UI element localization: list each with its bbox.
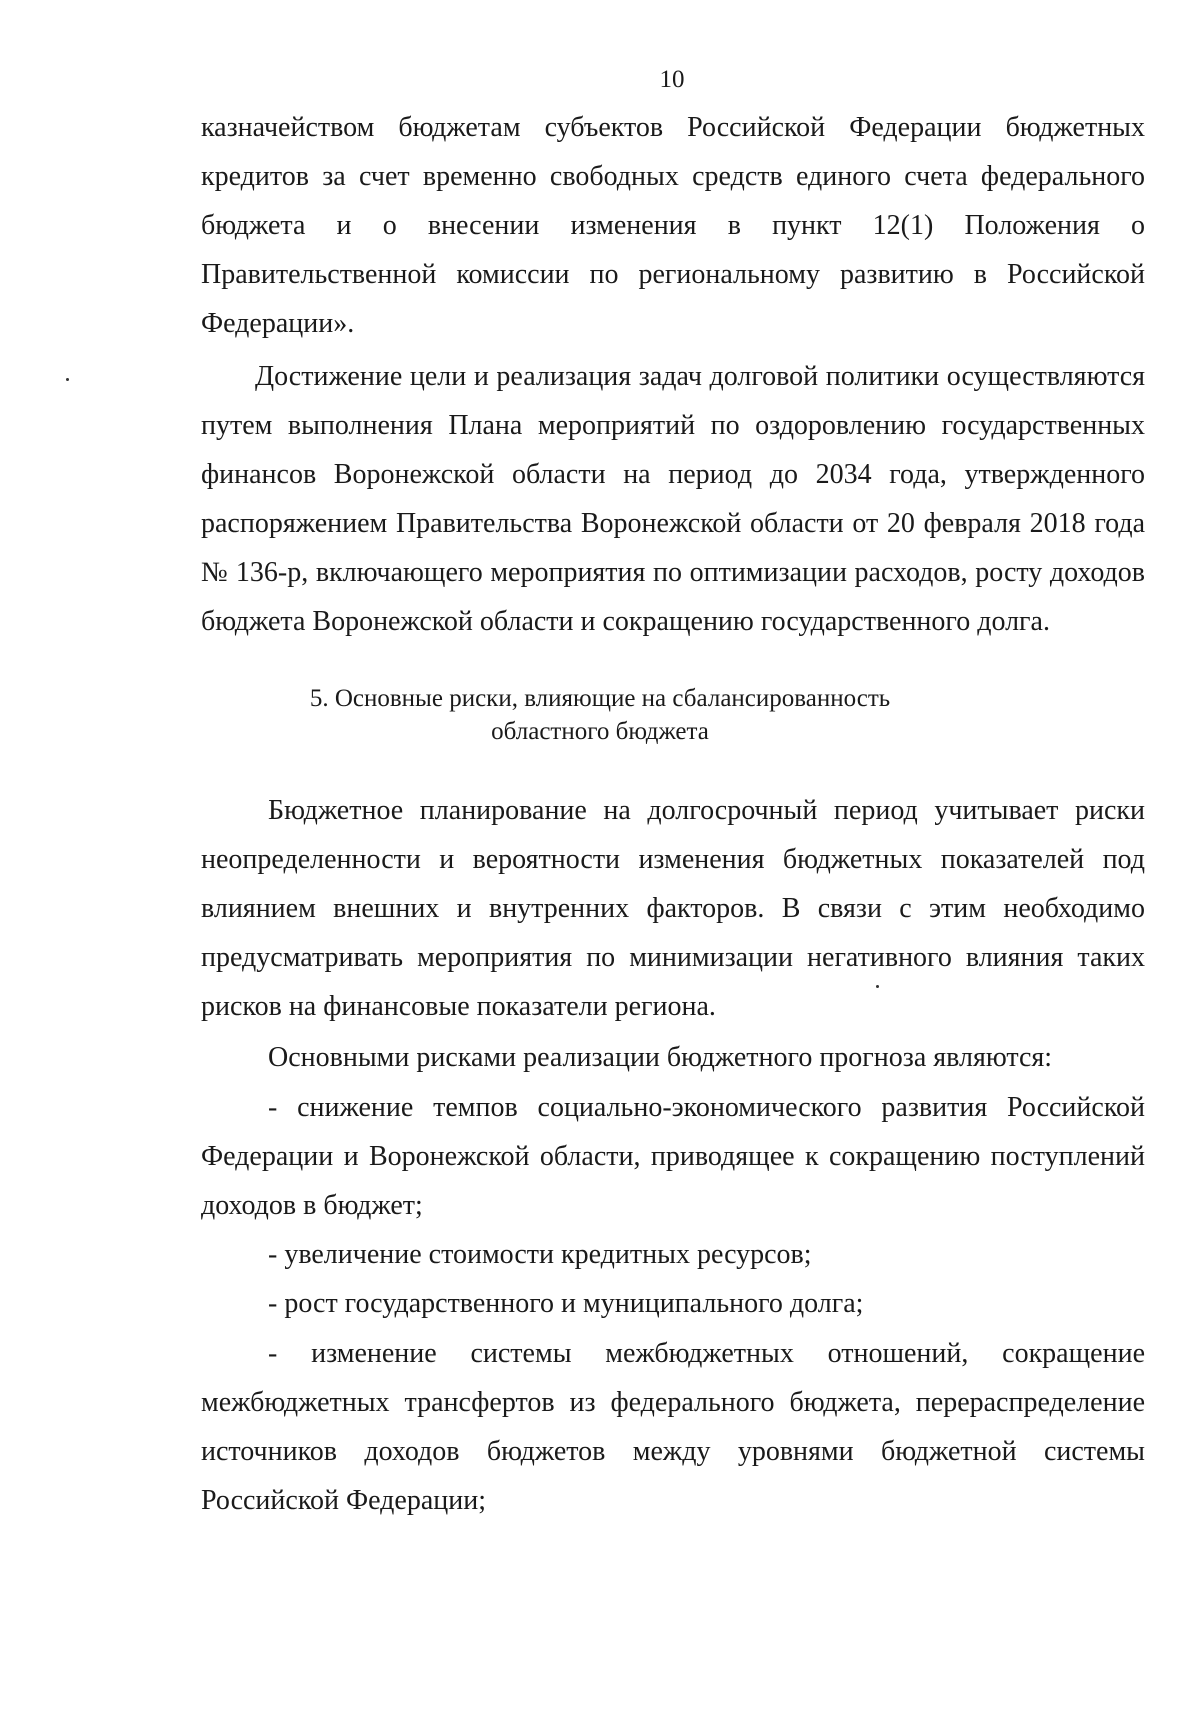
section-heading-line-1: 5. Основные риски, влияющие на сбалансированность — [309, 685, 891, 712]
paragraph-budget-planning: Бюджетное планирование на долгосрочный период учитывает риски неопределенности и вероятности изменения бюджетных показателей под влиянием внешних и внутренних факторов. В связи с этим необходимо предусматривать мероприятия по минимизации негативного влияния таких рисков на финансовые показатели региона. — [201, 795, 1145, 1022]
paragraph-treasury-credits: казначейством бюджетам субъектов Российской Федерации бюджетных кредитов за счет временно свободных средств единого счета федерального бюджета и о внесении изменения в пункт 12(1) Положения о Правительственной комиссии по региональному развитию в Российской Федерации». — [201, 112, 1145, 339]
list-item-economic-slowdown: - снижение темпов социально-экономического развития Российской Федерации и Воронежской области, приводящее к сокращению поступлений доходов в бюджет; — [201, 1092, 1145, 1221]
paragraph-debt-policy: Достижение цели и реализация задач долговой политики осуществляются путем выполнения Плана мероприятий по оздоровлению государственных финансов Воронежской области на период до 2034 года, утвержденного распоряжением Правительства Воронежской области от 20 февраля 2018 года № 136-р, включающего мероприятия по оптимизации расходов, росту доходов бюджета Воронежской области и сокращению государственного долга. — [201, 361, 1145, 637]
stray-mark-left-margin — [66, 378, 69, 381]
list-item-interbudget-changes: - изменение системы межбюджетных отношений, сокращение межбюджетных трансфертов из федерального бюджета, перераспределение источников доходов бюджетов между уровнями бюджетной системы Российской Федерации; — [201, 1338, 1145, 1516]
stray-mark-after-risks — [876, 985, 879, 988]
section-heading-line-2: областного бюджета — [491, 718, 709, 745]
paragraph-main-risks-intro: Основными рисками реализации бюджетного прогноза являются: — [268, 1042, 1053, 1073]
list-item-credit-cost: - увеличение стоимости кредитных ресурсов; — [268, 1239, 812, 1270]
list-item-debt-growth: - рост государственного и муниципального долга; — [268, 1288, 864, 1319]
page-number: 10 — [659, 66, 685, 93]
section-heading — [0, 682, 1200, 748]
